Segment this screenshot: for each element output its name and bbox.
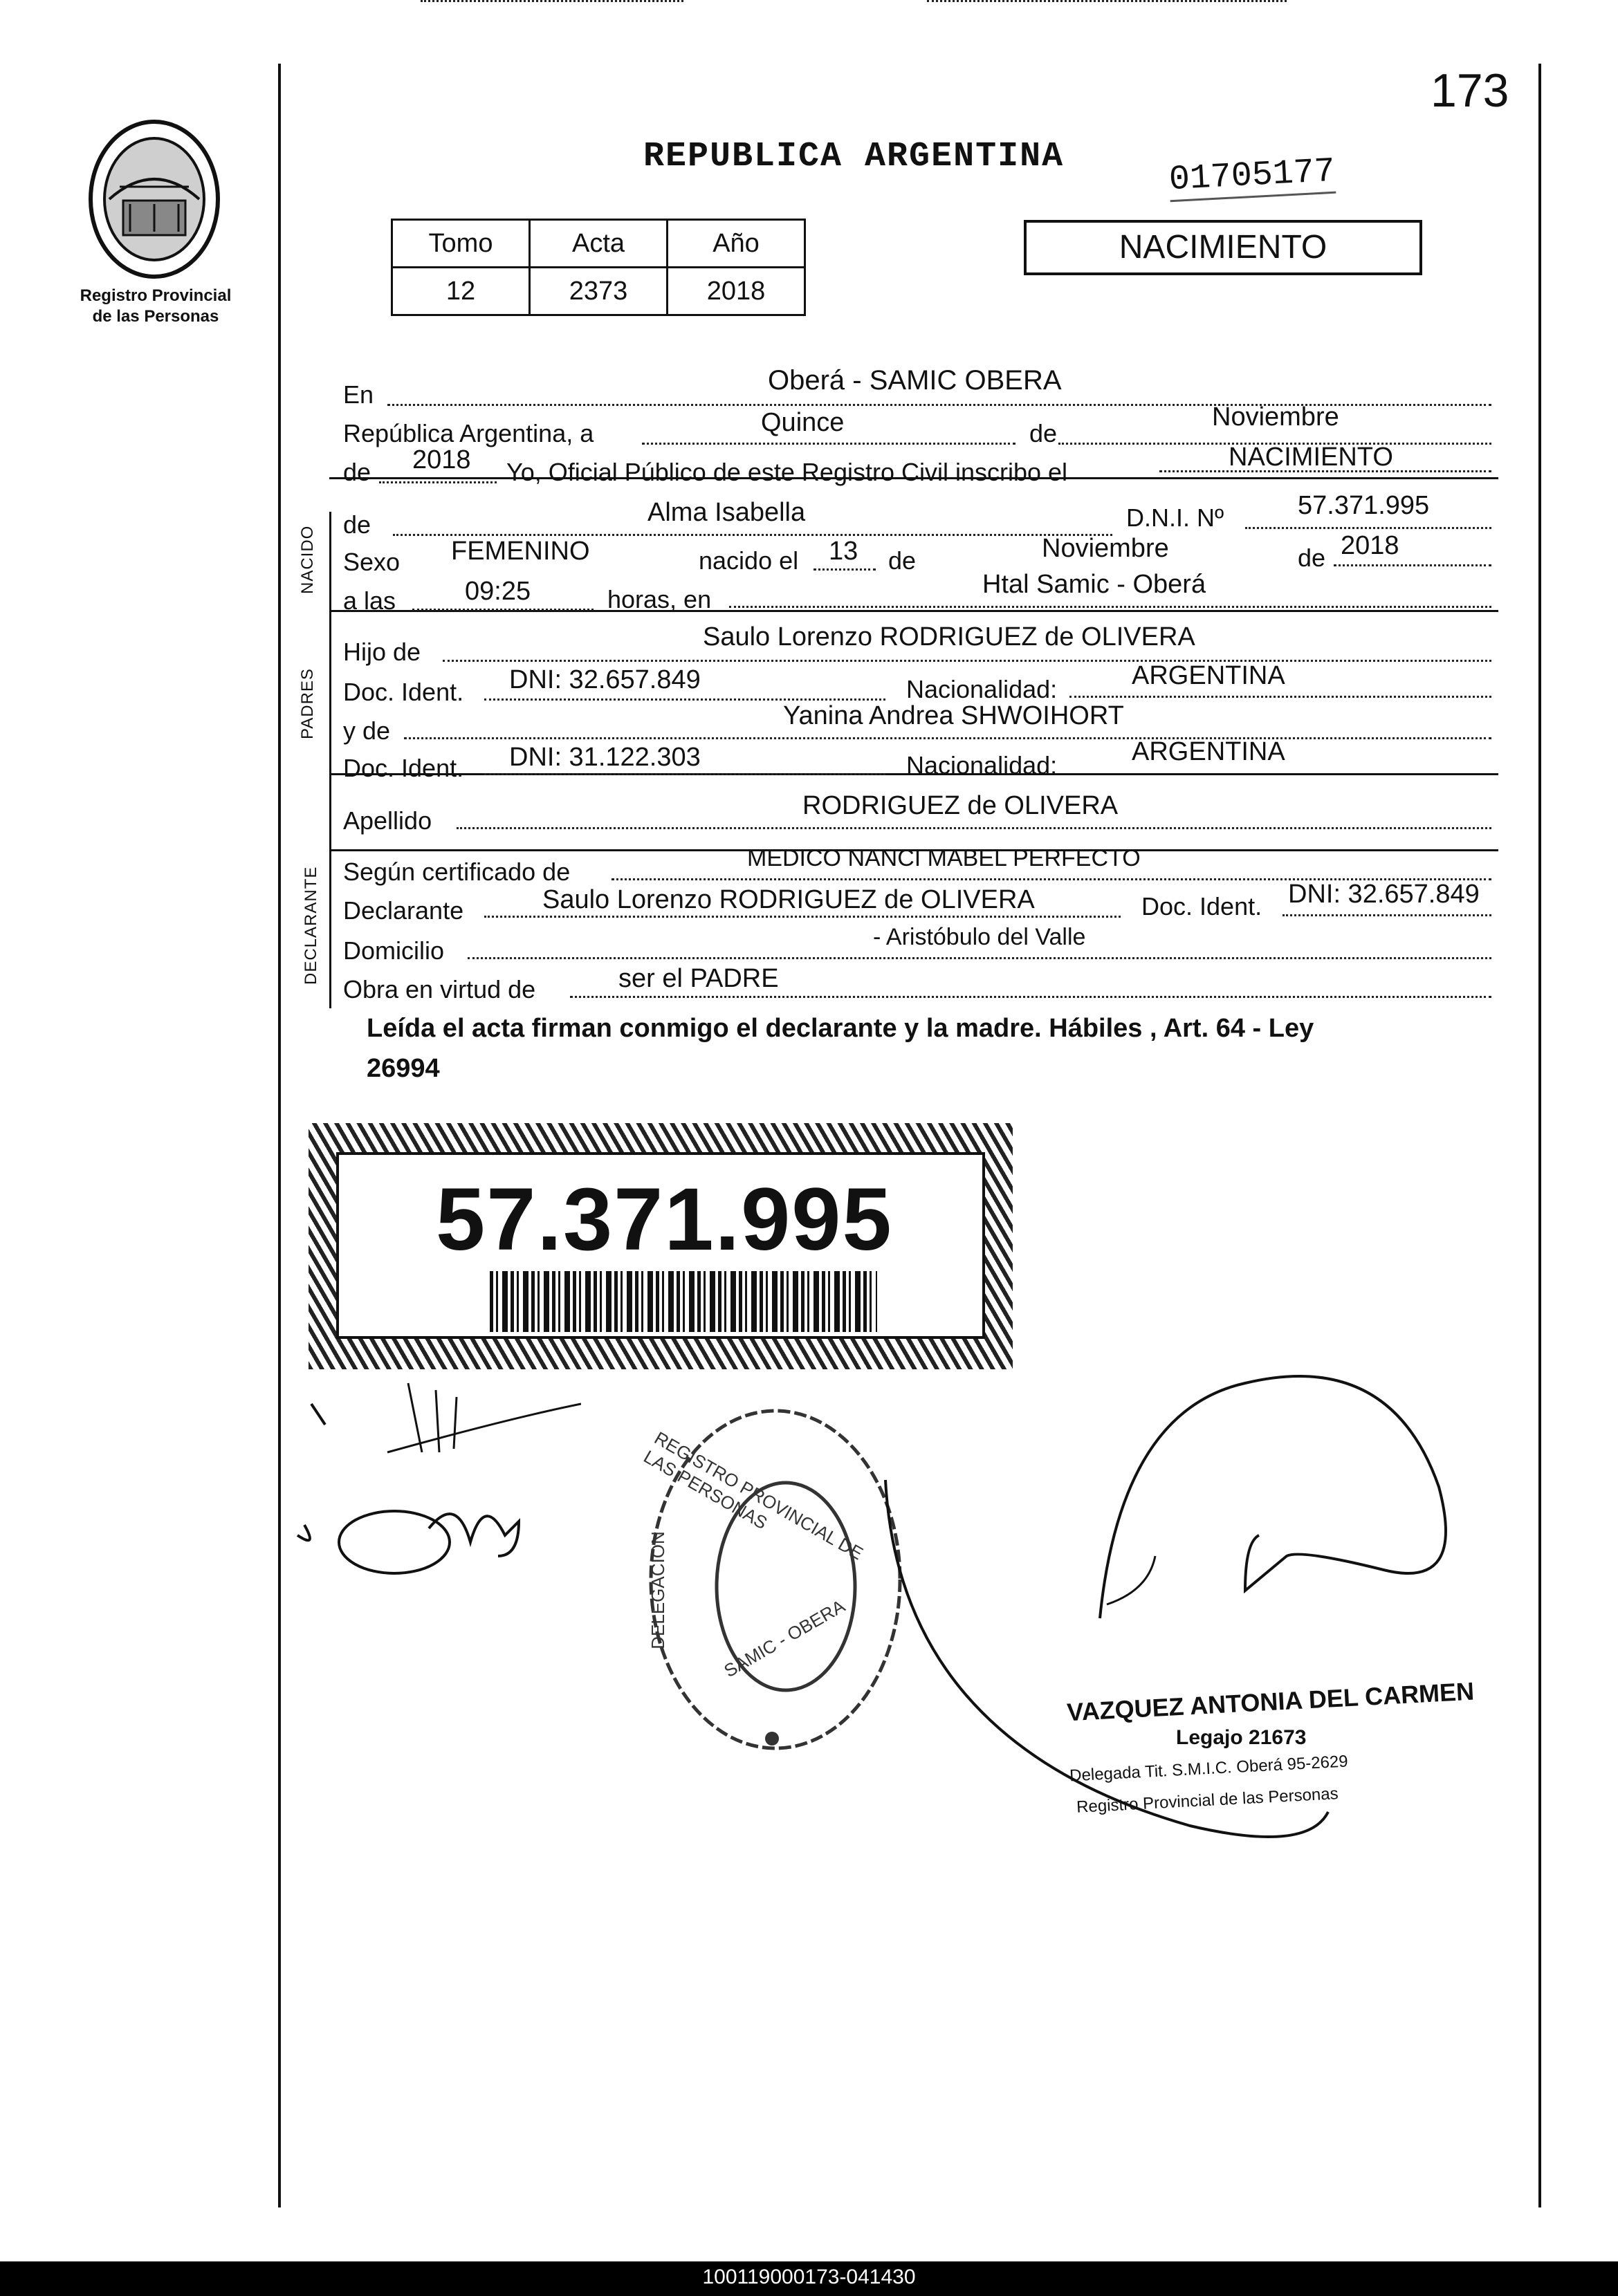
value-certificate: MEDICO NANCI MABEL PERFECTO [747,845,1141,871]
value-birth-place: Htal Samic - Oberá [982,570,1206,599]
value-capacity: ser el PADRE [618,964,779,993]
closing-line-1: Leída el acta firman conmigo el declarante y la madre. Hábiles , Art. 64 - Ley [367,1014,1314,1043]
value-declarant: Saulo Lorenzo RODRIGUEZ de OLIVERA [542,885,1035,914]
document-type-box [1024,220,1422,275]
page-number: 173 [1431,64,1509,117]
value-address: - Aristóbulo del Valle [873,924,1086,950]
dots-capacity [570,996,1491,998]
dots-father [443,660,1491,662]
footer-code: 100119000173-041430 [702,2266,916,2288]
label-segun: Según certificado de [343,858,571,886]
label-obra: Obra en virtud de [343,975,536,1003]
value-surname: RODRIGUEZ de OLIVERA [802,791,1119,820]
value-father-nat: ARGENTINA [1132,661,1285,690]
value-declarant-doc: DNI: 32.657.849 [1288,880,1480,909]
label-apellido: Apellido [343,806,432,835]
signature-left-icon [291,1376,581,1591]
serial-number: 01705177 [1168,152,1336,202]
section-nacido: NACIDO [298,525,317,594]
dots-birth-year [1334,564,1491,566]
value-place: Oberá - SAMIC OBERA [768,365,1062,396]
value-child-name: Alma Isabella [647,498,806,527]
value-mother-doc: DNI: 31.122.303 [509,743,701,772]
dots-birth-place [729,606,1491,608]
label-doc-ident-2: Doc. Ident. [343,754,464,782]
dots-mother [404,737,1491,739]
label-republica: República Argentina, a [343,419,594,447]
table-header-tomo: Tomo [392,220,530,268]
label-de-b1: de [888,546,917,575]
label-nacido-el: nacido el [699,546,799,575]
dots-year [379,481,497,483]
province-seal [82,118,227,284]
dots-declarant-doc [1283,914,1491,916]
dots-sex [421,0,683,2]
label-horas-en: horas, en [607,585,712,613]
dots-day [642,443,1015,445]
label-domicilio: Domicilio [343,936,445,965]
country-title: REPUBLICA ARGENTINA [643,137,1065,176]
value-act-type: NACIMIENTO [1229,443,1393,472]
dots-surname [457,827,1491,829]
label-de-b2: de [1298,544,1326,572]
label-doc-ident-3: Doc. Ident. [1141,892,1262,920]
value-month: Noviembre [1212,402,1339,432]
official-legajo: Legajo 21673 [1176,1726,1307,1749]
section-padres: PADRES [298,668,317,739]
dots-address [468,957,1491,959]
dots-name [393,534,1112,536]
signature-right-icon [858,1328,1480,1909]
table-header-anio: Año [668,220,805,268]
dots-mother-doc [484,773,885,775]
record-table [391,219,806,316]
value-sex: FEMENINO [451,537,590,566]
dots-birth-month [927,0,1287,2]
label-nacionalidad-2: Nacionalidad: [906,751,1058,779]
document-type: NACIMIENTO [1119,229,1327,266]
section-declarante: DECLARANTE [302,866,320,985]
label-nacionalidad-1: Nacionalidad: [906,675,1058,703]
value-mother-nat: ARGENTINA [1132,737,1285,766]
value-father-doc: DNI: 32.657.849 [509,665,701,694]
dots-time [412,609,594,611]
province-seal-icon [82,118,227,284]
section-rule [329,512,331,1008]
value-birth-time: 09:25 [465,577,531,606]
label-doc-ident-1: Doc. Ident. [343,678,464,706]
label-hijo-de: Hijo de [343,638,421,666]
dots-declarant [484,916,1121,918]
dni-sticker-number: 57.371.995 [436,1170,893,1269]
label-declarante: Declarante [343,896,464,925]
seal-caption-2: de las Personas [92,307,219,326]
label-dni: D.N.I. Nº [1126,503,1224,532]
value-birth-month: Noviembre [1042,534,1169,563]
dots-father-doc [484,698,885,701]
official-line3: Delegada Tit. S.M.I.C. Oberá 95-2629 [1069,1752,1349,1786]
seal-caption-1: Registro Provincial [80,286,232,305]
value-mother: Yanina Andrea SHWOIHORT [783,701,1124,730]
value-birth-day: 13 [829,537,858,566]
label-a-las: a las [343,586,396,615]
dots-father-nat [1069,696,1491,698]
barcode-icon [490,1271,877,1332]
official-line4: Registro Provincial de las Personas [1076,1784,1339,1817]
round-stamp-inner: SAMIC - OBERA [720,1595,849,1682]
label-en: En [343,380,374,409]
round-stamp-outer: REGISTRO PROVINCIAL DE LAS PERSONAS [640,1427,867,1564]
closing-line-2: 26994 [367,1054,440,1083]
table-value-tomo: 12 [392,268,530,315]
table-value-acta: 2373 [530,268,668,315]
left-margin-rule [278,64,281,2207]
value-day-words: Quince [761,408,845,437]
table-value-anio: 2018 [668,268,805,315]
label-de-month: de [1029,419,1058,447]
label-sexo: Sexo [343,548,401,576]
official-name: VAZQUEZ ANTONIA DEL CARMEN [1066,1676,1475,1727]
dni-sticker-inner [336,1152,985,1339]
dots-dni [1245,527,1491,529]
value-birth-year: 2018 [1341,531,1399,560]
label-y-de: y de [343,716,391,745]
value-father: Saulo Lorenzo RODRIGUEZ de OLIVERA [703,622,1195,651]
value-year: 2018 [412,445,471,474]
value-child-dni: 57.371.995 [1298,491,1430,520]
footer-bar [0,2261,1618,2296]
dots-birth-day [813,568,876,571]
table-header-acta: Acta [530,220,668,268]
label-de-year: de [343,458,371,486]
round-stamp-left: DELEGACION [647,1531,668,1649]
label-de-name: de [343,510,371,539]
right-margin-rule [1538,64,1541,2207]
label-yo-oficial: Yo, Oficial Público de este Registro Civil inscribo el [506,458,1068,486]
